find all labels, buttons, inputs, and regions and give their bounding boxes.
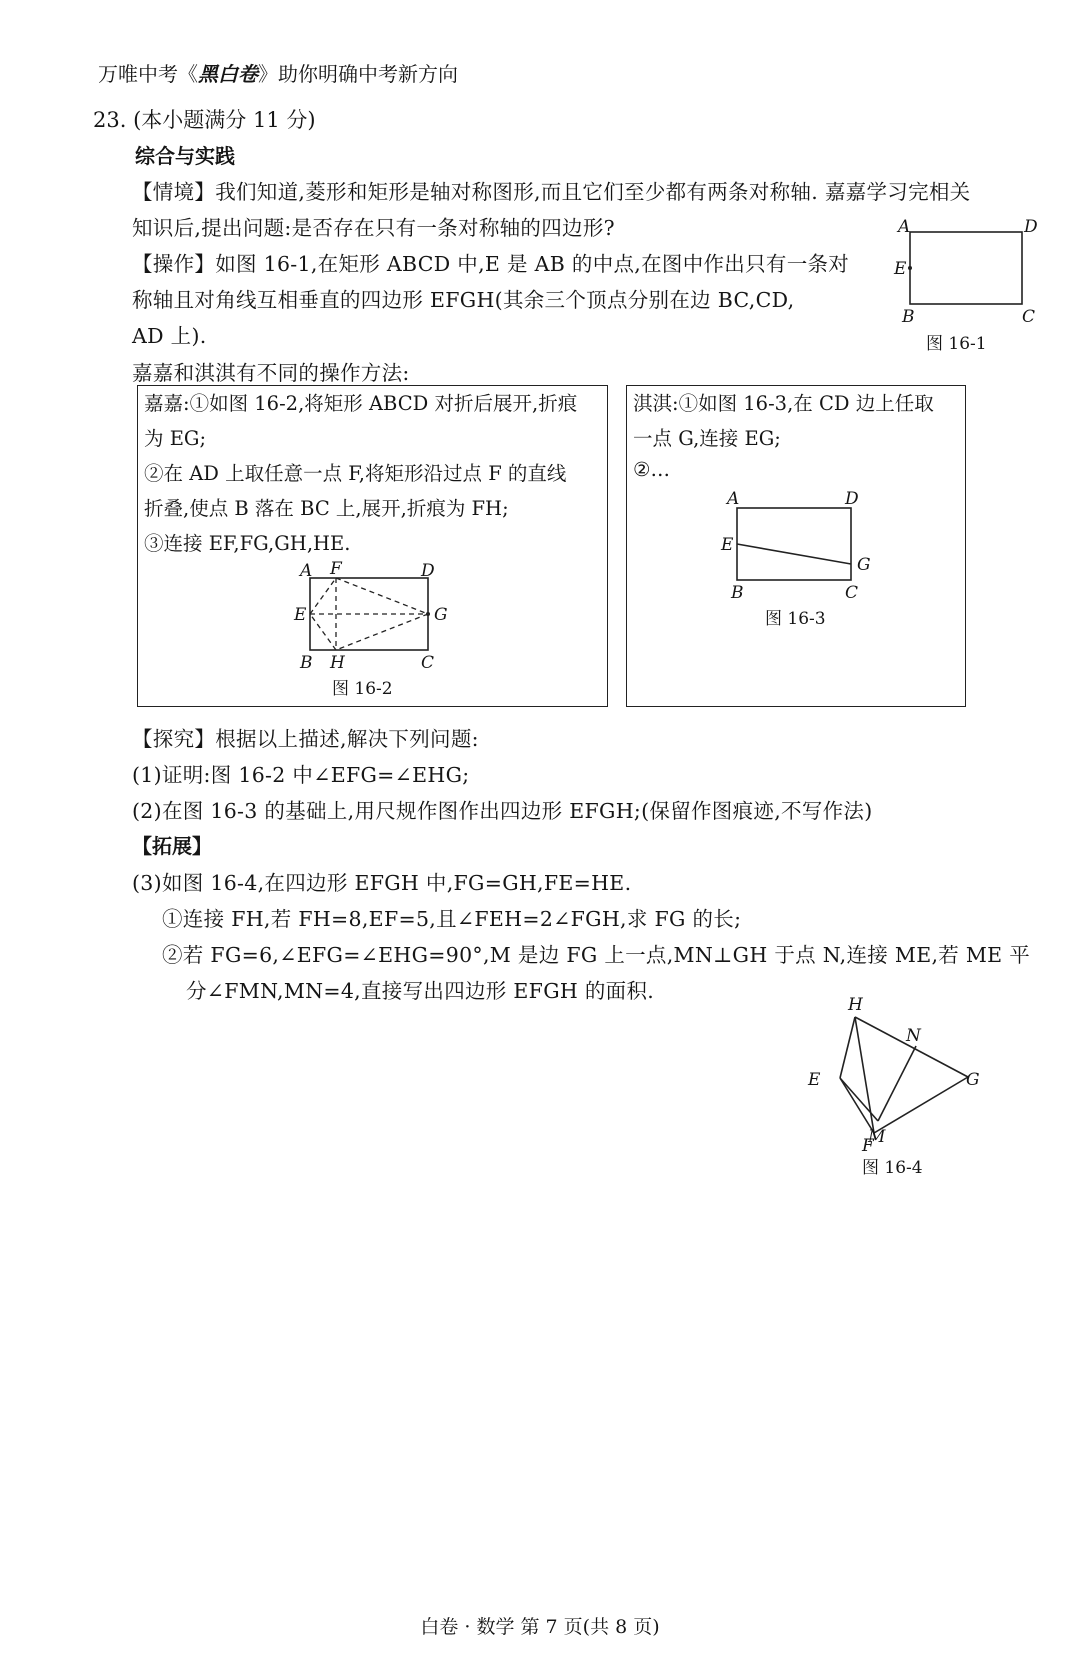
label-b: B bbox=[902, 307, 915, 327]
label-c: C bbox=[421, 653, 435, 673]
label-e: E bbox=[894, 259, 907, 279]
header-prefix: 万唯中考《 bbox=[98, 62, 198, 86]
explore-q2: (2)在图 16-3 的基础上,用尺规作图作出四边形 EFGH;(保留作图痕迹,不写作法) bbox=[132, 799, 873, 823]
segment-he bbox=[310, 614, 336, 650]
side-eh bbox=[840, 1017, 855, 1078]
caption-16-1: 图 16-1 bbox=[926, 334, 987, 354]
jiajia-line-1: 嘉嘉:①如图 16-2,将矩形 ABCD 对折后展开,折痕 bbox=[144, 392, 578, 415]
header-brand: 黑白卷 bbox=[198, 62, 258, 86]
extend-q3-1: ①连接 FH,若 FH=8,EF=5,且∠FEH=2∠FGH,求 FG 的长; bbox=[162, 907, 742, 931]
figure-16-2 bbox=[286, 558, 466, 698]
label-d: D bbox=[421, 561, 435, 581]
operation-line-3: AD 上). bbox=[132, 324, 207, 348]
label-f: F bbox=[862, 1136, 874, 1156]
question-number: 23. bbox=[93, 108, 127, 132]
header-suffix: 》助你明确中考新方向 bbox=[258, 62, 458, 86]
caption-16-2: 图 16-2 bbox=[332, 679, 393, 699]
rect-abcd bbox=[910, 232, 1022, 304]
figure-16-1 bbox=[880, 217, 1040, 382]
label-e: E bbox=[808, 1070, 821, 1090]
qiqi-line-2: 一点 G,连接 EG; bbox=[633, 427, 781, 450]
side-gf bbox=[874, 1077, 968, 1133]
jiajia-line-4: 折叠,使点 B 落在 BC 上,展开,折痕为 FH; bbox=[144, 497, 509, 520]
caption-16-3: 图 16-3 bbox=[765, 609, 826, 629]
label-g: G bbox=[434, 605, 448, 625]
label-a: A bbox=[300, 561, 313, 581]
operation-line-2: 称轴且对角线互相垂直的四边形 EFGH(其余三个顶点分别在边 BC,CD, bbox=[132, 288, 795, 312]
jiajia-line-5: ③连接 EF,FG,GH,HE. bbox=[144, 532, 351, 555]
label-b: B bbox=[731, 583, 744, 603]
segment-eg bbox=[737, 544, 851, 564]
operation-line-1: 【操作】如图 16-1,在矩形 ABCD 中,E 是 AB 的中点,在图中作出只有一条对 bbox=[132, 252, 850, 276]
explore-q1: (1)证明:图 16-2 中∠EFG=∠EHG; bbox=[132, 763, 470, 787]
extend-title: 【拓展】 bbox=[132, 834, 212, 858]
label-b: B bbox=[300, 653, 313, 673]
rect-abcd bbox=[737, 508, 851, 580]
label-n: N bbox=[906, 1026, 921, 1046]
label-d: D bbox=[1024, 217, 1038, 237]
diagonal-hf bbox=[855, 1017, 874, 1133]
figure-16-3 bbox=[713, 486, 893, 629]
page-footer: 白卷 · 数学 第 7 页(共 8 页) bbox=[420, 1616, 660, 1638]
label-h: H bbox=[330, 653, 345, 673]
segment-gh bbox=[336, 614, 428, 650]
label-g: G bbox=[966, 1070, 980, 1090]
extend-q3-2b: 分∠FMN,MN=4,直接写出四边形 EFGH 的面积. bbox=[186, 979, 655, 1003]
section-title: 综合与实践 bbox=[135, 144, 235, 168]
label-h: H bbox=[848, 995, 863, 1015]
explore-title: 【探究】根据以上描述,解决下列问题: bbox=[132, 727, 479, 751]
figure-16-4 bbox=[808, 995, 1040, 1185]
label-g: G bbox=[857, 555, 871, 575]
context-line-1: 【情境】我们知道,菱形和矩形是轴对称图形,而且它们至少都有两条对称轴. 嘉嘉学习完相关 bbox=[132, 180, 971, 204]
label-a: A bbox=[898, 217, 911, 237]
extend-q3-2a: ②若 FG=6,∠EFG=∠EHG=90°,M 是边 FG 上一点,MN⊥GH 于点 N,连接 ME,若 ME 平 bbox=[162, 943, 1031, 967]
question-heading bbox=[93, 104, 316, 134]
page-header bbox=[98, 58, 458, 87]
qiqi-line-1: 淇淇:①如图 16-3,在 CD 边上任取 bbox=[633, 392, 934, 415]
label-d: D bbox=[845, 489, 859, 509]
point-g bbox=[426, 612, 430, 616]
segment-em bbox=[840, 1078, 878, 1121]
qiqi-line-3: ②… bbox=[633, 458, 670, 481]
jiajia-line-2: 为 EG; bbox=[144, 427, 207, 450]
label-m: M bbox=[868, 1127, 886, 1147]
qiqi-method-box bbox=[626, 385, 966, 707]
label-e: E bbox=[294, 605, 307, 625]
label-e: E bbox=[721, 535, 734, 555]
context-line-2: 知识后,提出问题:是否存在只有一条对称轴的四边形? bbox=[132, 216, 615, 240]
segment-ef bbox=[310, 578, 336, 614]
jiajia-method-box bbox=[137, 385, 608, 707]
label-a: A bbox=[727, 489, 740, 509]
point-e bbox=[908, 266, 912, 270]
methods-intro: 嘉嘉和淇淇有不同的操作方法: bbox=[132, 361, 410, 385]
label-c: C bbox=[1022, 307, 1036, 327]
extend-q3: (3)如图 16-4,在四边形 EFGH 中,FG=GH,FE=HE. bbox=[132, 871, 632, 895]
segment-mn bbox=[878, 1046, 916, 1121]
caption-16-4: 图 16-4 bbox=[862, 1158, 923, 1178]
jiajia-line-3: ②在 AD 上取任意一点 F,将矩形沿过点 F 的直线 bbox=[144, 462, 567, 485]
question-score: (本小题满分 11 分) bbox=[133, 108, 316, 132]
label-f: F bbox=[330, 559, 342, 579]
segment-fg bbox=[336, 578, 428, 614]
label-c: C bbox=[845, 583, 859, 603]
